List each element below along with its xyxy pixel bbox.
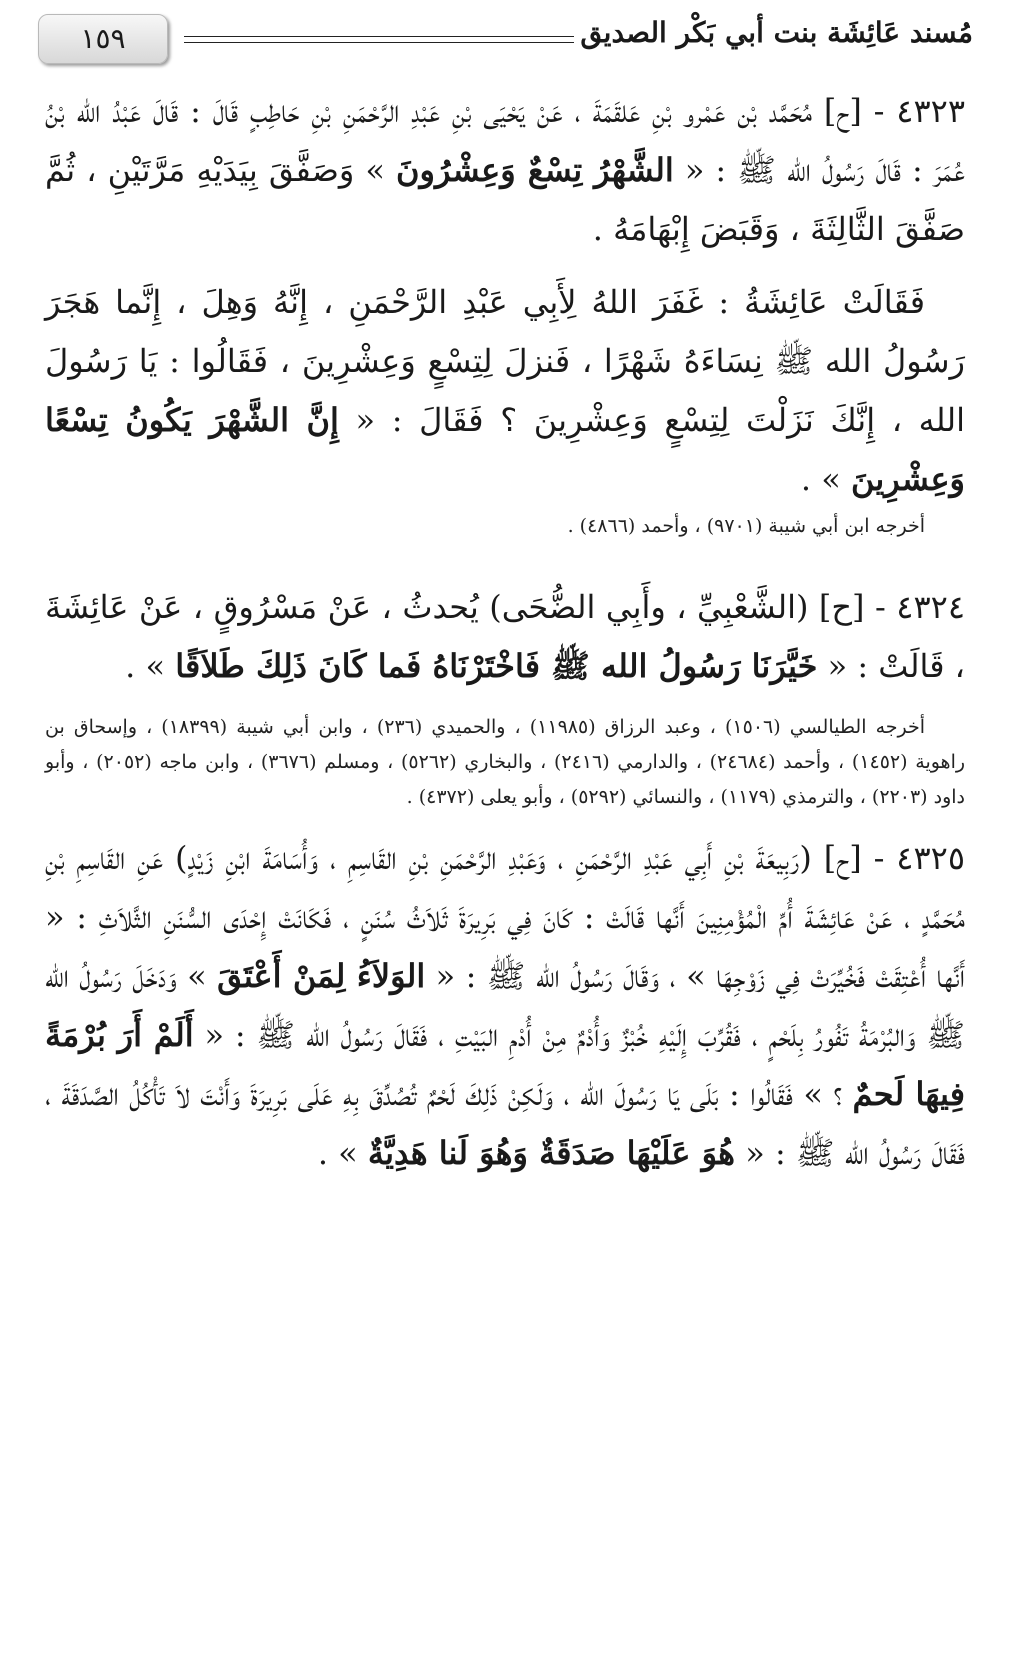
prophetic-saying: الوَلاَءُ لِمَنْ أَعْتَقَ xyxy=(217,957,426,995)
page-header xyxy=(38,14,973,74)
page-number: ١٥٩ xyxy=(80,22,126,55)
text-run: » . xyxy=(800,460,851,498)
text-run: ٤٣٢٤ - [ح] (الشَّعْبِيِّ ، وأَبِي الضُّحَى) يُحدثُ ، عَنْ مَسْرُوقٍ ، عَنْ عَائِشَةَ ، قَالَتْ : « xyxy=(45,588,966,685)
prophetic-saying: أَلَمْ أَرَ بُرْمَةً فِيهَا لَحمٌ xyxy=(45,1016,966,1113)
text-run: » وَصَفَّقَ بِيَدَيْهِ مَرَّتَيْنِ ، ثُمَّ صَفَّقَ الثَّالِثَةَ ، وَقَبَضَ إِبْهَامَهُ . xyxy=(45,151,965,248)
page-body xyxy=(45,82,965,1183)
text-run: » وَدَخَلَ رَسُولُ الله ﷺ وَالبُرْمَةُ تَفُورُ بِلَحْمٍ ، فَقُرِّبَ إِلَيْهِ خُبْزٌ وَأُدْمٌ مِنْ أُدْمِ البَيْتِ ، فَقَالَ رَسُولُ الله ﷺ : « xyxy=(45,957,966,1054)
running-title: مُسند عَائِشَة بنت أبي بَكْر الصديق xyxy=(580,16,973,49)
text-run: » . xyxy=(317,1134,368,1172)
hadith-matn: خَيَّرَنَا رَسُولُ الله ﷺ فَاخْتَرْنَاهُ فَما كَانَ ذَلِكَ طَلاَقًا xyxy=(175,647,818,685)
hadith-4324-takhrij: أخرجه الطيالسي (١٥٠٦) ، وعبد الرزاق (١١٩٨٥) ، والحميدي (٢٣٦) ، وابن أبي شيبة (١٨٣٩٩) ، وإسحاق بن راهوية (١٤٥٢) ، وأحمد (٢٤٦٨٤) ، والدارمي (٢٤١٦) ، والبخاري (٥٢٦٢) ، ومسلم (٣٦٧٦) ، وابن ماجه (٢٠٥٢) ، وأبو داود (٢٢٠٣) ، والترمذي (١١٧٩) ، والنسائي (٥٢٩٢) ، وأبو يعلى (٤٣٧٢) . xyxy=(45,716,966,808)
hadith-4323-paragraph-2 xyxy=(45,273,965,509)
text-run: فَقَالَتْ عَائِشَةُ : غَفَرَ اللهُ لِأَبِي عَبْدِ الرَّحْمَنِ ، إِنَّهُ وَهِلَ ، إِنَّما هَجَرَ رَسُولُ الله ﷺ نِسَاءَهُ شَهْرًا ، فَنزلَ لِتِسْعٍ وَعِشْرِينَ ، فَقَالُوا : يَا رَسُولَ الله ، إِنَّكَ نَزَلْتَ لِتِسْعٍ وَعِشْرِينَ ؟ فَقَالَ : « xyxy=(45,283,966,439)
header-double-rule xyxy=(184,36,574,43)
prophetic-saying: الشَّهْرُ تِسْعٌ وَعِشْرُونَ xyxy=(395,151,674,189)
hadith-4323-paragraph-1 xyxy=(45,82,965,259)
prophetic-saying: إِنَّ الشَّهْرَ يَكُونُ تِسْعًا وَعِشْرِينَ xyxy=(45,401,965,498)
text-run: ٤٣٢٥ - [ح] (رَبِيعَةَ بْنِ أَبِي عَبْدِ الرَّحْمَنِ ، وَعَبْدِ الرَّحْمَنِ بْنِ القَاسِمِ ، وَأُسَامَةَ ابْنِ زَيْدٍ) عَنِ القَاسِمِ بْنِ مُحَمَّدٍ ، عَنْ عَائِشَةَ أُمِّ الْمُؤْمِنِينَ أَنَّها قَالَتْ : كَانَ فِي بَرِيرَةَ ثَلاَثُ سُنَنٍ ، فَكَانَتْ إِحْدَى السُّنَنِ الثَّلاَثِ : « أَنَّها أُعْتِقَتْ فَخُيِّرَتْ فِي زَوْجِهَا » ، وَقَالَ رَسُولُ الله ﷺ : « xyxy=(45,839,966,995)
text-run: » . xyxy=(125,647,176,685)
prophetic-saying: هُوَ عَلَيْهَا صَدَقَةٌ وَهُوَ لَنا هَدِيَّةٌ xyxy=(367,1134,736,1172)
text-run: ؟ » فَقَالُوا : بَلَى يَا رَسُولَ الله ، وَلَكِنْ ذَلِكَ لَحْمٌ تُصُدِّقَ بِهِ عَلَى بَرِيرَةَ وَأَنْتَ لاَ تَأْكُلُ الصَّدَقَةَ ، فَقَالَ رَسُولُ الله ﷺ : « xyxy=(45,1075,965,1172)
text-run: ٤٣٢٣ - [ح] مُحَمَّد بْن عَمْرو بْنِ عَلقَمَةَ ، عَنْ يَحْيَى بْنِ عَبْدِ الرَّحْمَنِ بْنِ حَاطِبٍ قَالَ : قَالَ عَبْدُ الله بْنُ عُمَرَ : قَالَ رَسُولُ الله ﷺ : « xyxy=(45,92,966,189)
page-number-badge xyxy=(38,14,168,64)
hadith-4325-paragraph xyxy=(45,829,965,1183)
hadith-4323-takhrij: أخرجه ابن أبي شيبة (٩٧٠١) ، وأحمد (٤٨٦٦) . xyxy=(567,515,925,537)
hadith-4324-paragraph xyxy=(45,578,965,696)
